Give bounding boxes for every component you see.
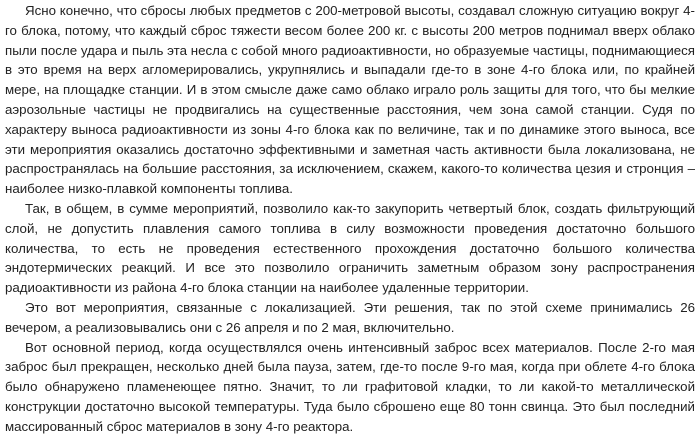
paragraph: Так, в общем, в сумме мероприятий, позволило как-то закупорить четвертый блок, создать фильтрующий слой, не допустить плавления самого топлива в силу возможности проведения достаточно большого количества, то есть не проведения естественного прохождения достаточно большого количества эндотермических реакций. И все это позволило ограничить заметным образом зону распространения радиоактивности из района 4-го блока станции на наиболее удаленные территории.	[5, 200, 695, 296]
paragraph: Ясно конечно, что сбросы любых предметов с 200-метровой высоты, создавал сложную ситуацию вокруг 4-го блока, потому, что каждый сброс тяжести весом более 200 кг. с высоты 200 метров поднимал вверх облако пыли после удара и пыль эта несла с собой много радиоактивности, но образуемые частицы, поднимающиеся в это время на верх агломерировались, укрупнялись и выпадали где-то в зоне 4-го блока или, по крайней мере, на площадке станции. И в этом смысле даже само облако играло роль защиты для того, что бы мелкие аэрозольные частицы не продвигались на существенные расстояния, чем зона самой станции. Судя по характеру выноса радиоактивности из зоны 4-го блока как по величине, так и по динамике этого выноса, все эти мероприятия оказались достаточно эффективными и заметная часть активности была локализована, не распространялась на большие расстояния, за исключением, скажем, какого-то количества цезия и стронция – наиболее низко-плавкой компоненты топлива.	[5, 3, 695, 197]
paragraph: Вот основной период, когда осуществлялся очень интенсивный заброс всех материалов. После 2-го мая заброс был прекращен, несколько дней была пауза, затем, где-то после 9-го мая, когда при облете 4-го блока было обнаружено пламенеющее пятно. Значит, то ли графитовой кладки, то ли какой-то металлической конструкции достаточно высокой температуры. Туда было сброшено еще 80 тонн свинца. Это был последний массированный сброс материалов в зону 4-го реактора.	[5, 339, 695, 434]
paragraph: Это вот мероприятия, связанные с локализацией. Эти решения, так по этой схеме принимались 26 вечером, а реализовывались они с 26 апреля и по 2 мая, включительно.	[5, 299, 695, 335]
